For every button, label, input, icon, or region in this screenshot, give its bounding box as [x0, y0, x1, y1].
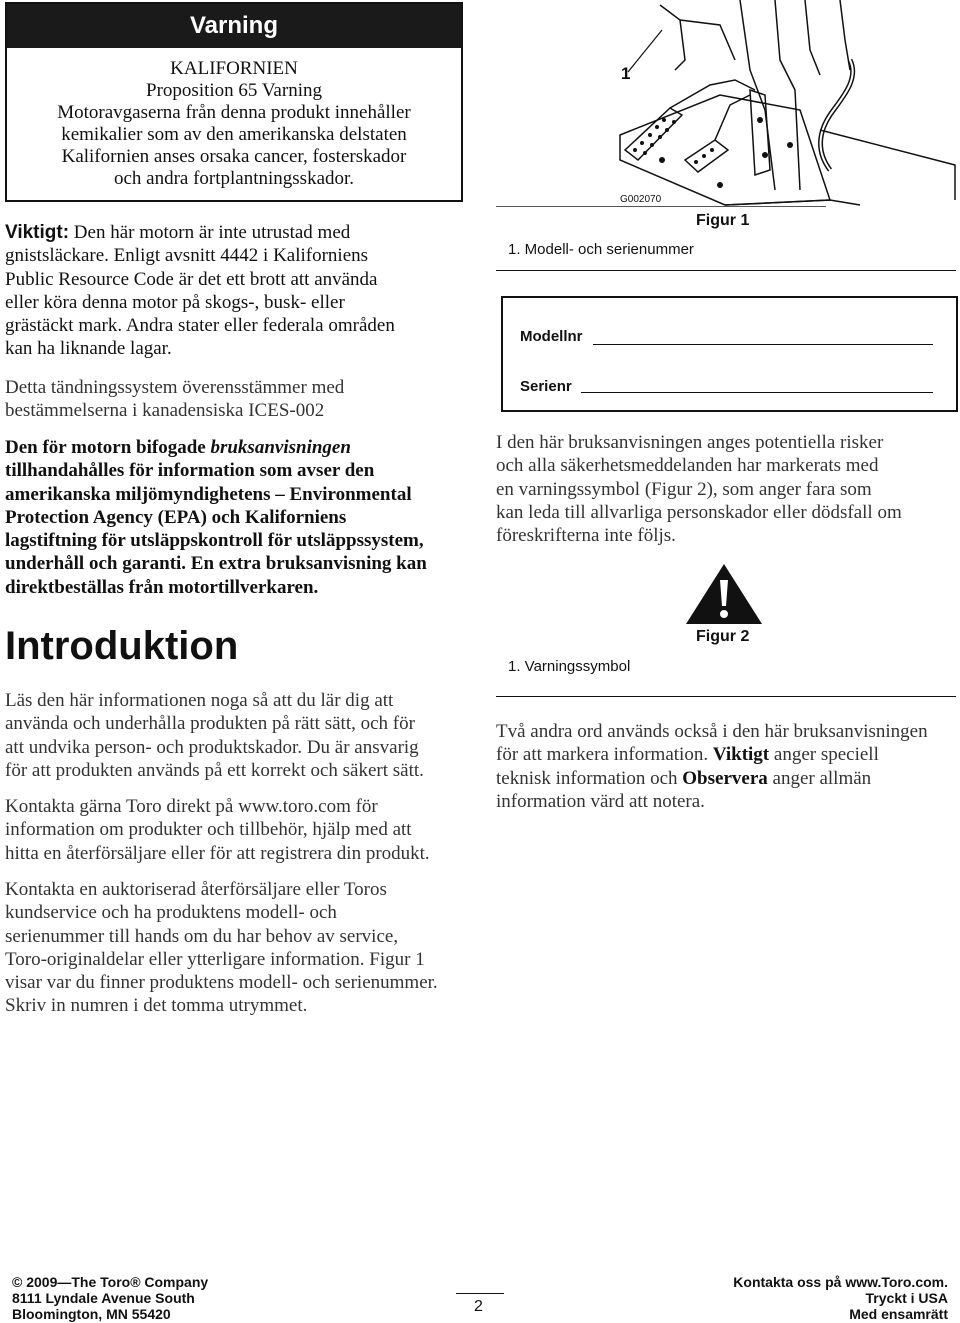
bold-term: Observera	[682, 767, 768, 789]
model-serial-box	[501, 296, 958, 412]
footer-line: Tryckt i USA	[865, 1290, 948, 1306]
manual-paragraph	[5, 436, 470, 599]
warning-triangle-icon	[684, 562, 764, 626]
text-line: I den här bruksanvisningen anges potentiella risker	[496, 432, 884, 453]
serial-label: Serienr	[520, 378, 572, 395]
text-line: Läs den här informationen noga så att du lär dig att	[5, 690, 394, 711]
figure1-label: Figur 1	[696, 212, 750, 229]
intro-paragraph-3	[5, 878, 470, 1018]
legend-rule	[496, 270, 956, 271]
warning-text	[7, 48, 461, 190]
text-line: Toro-originaldelar eller ytterligare information. Figur 1	[5, 948, 425, 970]
important-line: Public Resource Code är det ett brott att använda	[5, 268, 378, 290]
text-line: använda och underhålla produkten på rätt sätt, och för	[5, 713, 415, 735]
text-span: för att markera information.	[496, 744, 713, 766]
footer-line: Kontakta oss på www.Toro.com.	[733, 1274, 948, 1290]
text-line: en varningssymbol (Figur 2), som anger fara som	[496, 478, 872, 500]
manual-line: lagstiftning för utsläppskontroll för utsläppssystem,	[5, 530, 424, 552]
text-line: kundservice och ha produktens modell- och	[5, 902, 337, 924]
manual-line: amerikanska miljömyndighetens – Environmental	[5, 483, 412, 505]
warning-line: Proposition 65 Varning	[146, 80, 322, 101]
text-span: anger speciell	[769, 744, 879, 766]
section-title: Introduktion	[5, 624, 239, 668]
safety-paragraph	[496, 431, 956, 547]
manual-line: direktbeställas från motortillverkaren.	[5, 576, 319, 598]
footer-line: Med ensamrätt	[849, 1306, 948, 1322]
important-line: eller köra denna motor på skogs-, busk- eller	[5, 291, 345, 313]
text-line: och alla säkerhetsmeddelanden har markerats med	[496, 455, 879, 477]
important-line: kan ha liknande lagar.	[5, 338, 172, 360]
text-span: teknisk information och	[496, 767, 683, 789]
figure1-code: G002070	[620, 194, 662, 205]
warning-header: Varning	[7, 4, 461, 48]
important-paragraph	[5, 221, 465, 361]
footer-right	[733, 1274, 948, 1322]
serial-field-line[interactable]	[581, 392, 933, 393]
figure2-label: Figur 2	[696, 628, 750, 645]
pedal-illustration	[600, 0, 960, 215]
important-line: Den här motorn är inte utrustad med	[73, 222, 351, 243]
warning-line: Motoravgaserna från denna produkt innehåller	[57, 102, 411, 123]
footer-line: Bloomington, MN 55420	[12, 1306, 171, 1322]
important-line: grästäckt mark. Andra stater eller federala områden	[5, 315, 395, 337]
warning-line: kemikalier som av den amerikanska delstaten	[61, 124, 407, 145]
legend-rule	[496, 696, 956, 697]
model-field-line[interactable]	[593, 344, 933, 345]
figure1-legend: 1. Modell- och serienummer	[508, 241, 694, 258]
warning-line: och andra fortplantningsskador.	[113, 168, 355, 189]
important-line: gnistsläckare. Enligt avsnitt 4442 i Kaliforniens	[5, 245, 369, 267]
footer-left	[12, 1274, 208, 1322]
text-line: hitta en återförsäljare eller för att registrera din produkt.	[5, 842, 430, 864]
footer-line: © 2009—The Toro® Company	[12, 1274, 209, 1290]
manual-line: underhåll och garanti. En extra bruksanvisning kan	[5, 553, 427, 575]
important-label: Viktigt:	[5, 222, 70, 243]
text-line: Kontakta en auktoriserad återförsäljare eller Toros	[5, 879, 387, 900]
words-paragraph	[496, 720, 960, 813]
text-line: Skriv in numren i det tomma utrymmet.	[5, 995, 308, 1017]
ignition-paragraph	[5, 376, 465, 423]
model-label: Modellnr	[520, 328, 583, 345]
footer-line: 8111 Lyndale Avenue South	[12, 1290, 195, 1306]
figure1-rule	[496, 206, 826, 207]
text-line: information värd att notera.	[496, 790, 705, 812]
warning-line: KALIFORNIEN	[170, 58, 298, 79]
page-number-rule	[456, 1293, 504, 1294]
manual-line: Protection Agency (EPA) och Kaliforniens	[5, 506, 347, 528]
text-line: serienummer till hands om du har behov av service,	[5, 925, 399, 947]
intro-paragraph-1	[5, 689, 465, 782]
text-span: anger allmän	[767, 767, 872, 789]
text-line: att undvika person- och produktskador. Du är ansvarig	[5, 736, 419, 758]
bold-term: Viktigt	[712, 744, 770, 766]
text-line: Kontakta gärna Toro direkt på www.toro.com för	[5, 796, 378, 817]
page-number: 2	[474, 1298, 483, 1315]
text-line: föreskrifterna inte följs.	[496, 525, 676, 547]
manual-line: tillhandahålles för information som avser den	[5, 460, 375, 482]
ignition-line: Detta tändningssystem överensstämmer med	[5, 377, 345, 398]
warning-box	[5, 2, 463, 202]
text-line: för att produkten används på ett korrekt och säkert sätt.	[5, 759, 424, 781]
figure1-callout: 1	[621, 64, 631, 83]
manual-italic: bruksanvisningen	[210, 437, 351, 458]
text-line: Två andra ord används också i den här bruksanvisningen	[496, 721, 928, 742]
text-line: kan leda till allvarliga personskador eller dödsfall om	[496, 501, 902, 523]
text-line: information om produkter och tillbehör, hjälp med att	[5, 819, 412, 841]
manual-line-prefix: Den för motorn bifogade	[5, 437, 211, 458]
ignition-line: bestämmelserna i kanadensiska ICES-002	[5, 400, 325, 422]
warning-line: Kalifornien anses orsaka cancer, fosterskador	[61, 146, 407, 167]
figure2-legend: 1. Varningssymbol	[508, 658, 631, 675]
text-line: visar var du finner produktens modell- och serienummer.	[5, 972, 438, 994]
intro-paragraph-2	[5, 795, 470, 865]
